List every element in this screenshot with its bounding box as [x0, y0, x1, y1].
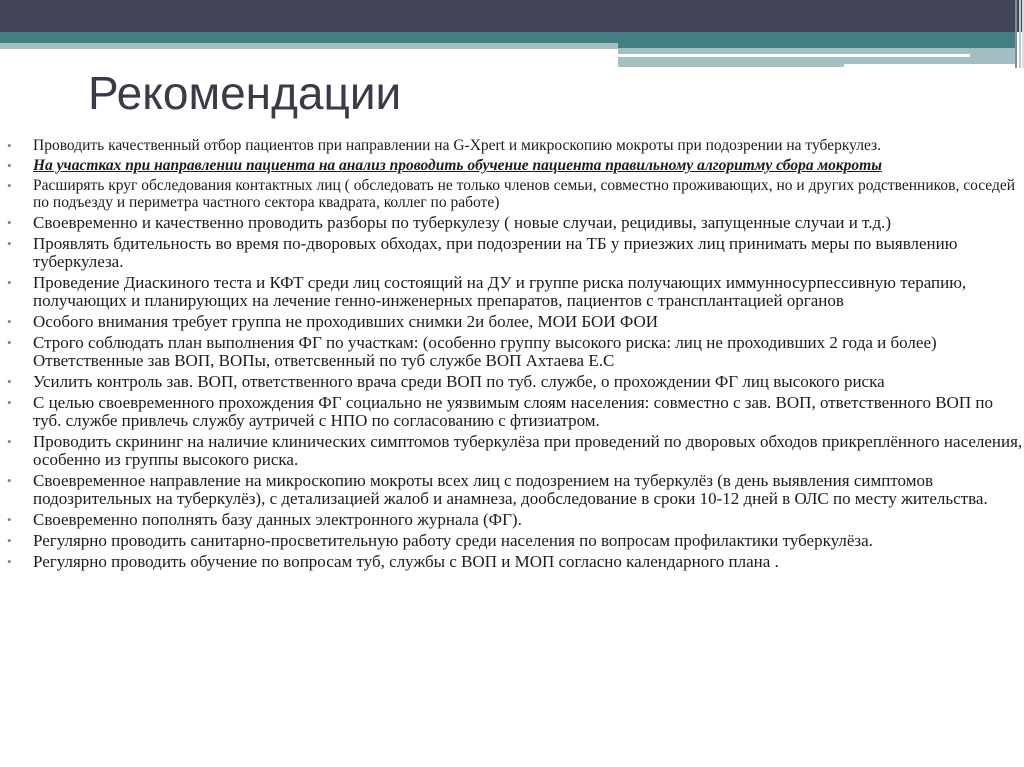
bullet-icon: • — [7, 374, 12, 389]
bullet-icon: • — [7, 215, 12, 230]
bullet-icon: • — [7, 236, 12, 251]
bullet-icon: • — [7, 473, 12, 488]
header-line — [618, 54, 970, 57]
bullet-icon: • — [7, 158, 12, 173]
list-item: • Проводить скрининг на наличие клинических симптомов туберкулёза при проведений по дворовых обходов прикреплённого населения, особенно из группы высокого риска. — [7, 432, 1023, 469]
list-item: • Своевременно пополнять базу данных электронного журнала (ФГ). — [7, 510, 522, 529]
list-item: • С целью своевременного прохождения ФГ социально не уязвимым слоям населения: совместно с зав. ВОП, ответственного ВОП по туб. службе привлечь службу аутричей с НПО по согласованию с фтизиатром. — [7, 393, 993, 430]
header-band-dark — [0, 0, 1024, 32]
bullet-icon: • — [7, 395, 12, 410]
list-item: • Регулярно проводить обучение по вопросам туб, службы с ВОП и МОП согласно календарного плана . — [7, 552, 779, 571]
bullet-icon: • — [7, 434, 12, 449]
header-rect — [844, 64, 1024, 68]
bullet-icon: • — [7, 512, 12, 527]
list-item: • Своевременно и качественно проводить разборы по туберкулезу ( новые случаи, рецидивы, запущенные случаи и т.д.) — [7, 213, 892, 232]
edge-stripe — [1019, 0, 1021, 68]
bullet-icon: • — [7, 554, 12, 569]
list-item: • Расширять круг обследования контактных лиц ( обследовать не только членов семьи, совместно проживающих, но и других родственников, соседей по подъезду и периметра частного сектора квадрата, коллег по работе) — [7, 177, 1016, 211]
header-strip-left — [0, 43, 618, 49]
bullet-icon: • — [7, 335, 12, 350]
list-item: • Проявлять бдительность во время по-дворовых обходах, при подозрении на ТБ у приезжих лиц принимать меры по выявлению туберкулеза. — [7, 234, 958, 271]
list-item: • Строго соблюдать план выполнения ФГ по участкам: (особенно группу высокого риска: лиц не проходивших 2 года и более) Ответственные зав ВОП, ВОПы, ответсвенный по туб службе ВОП Ахтаева Е.С — [7, 333, 937, 370]
recommendations-list — [0, 137, 1024, 574]
list-item: • Регулярно проводить санитарно-просветительную работу среди населения по вопросам профилактики туберкулёза. — [7, 531, 873, 550]
bullet-icon: • — [7, 275, 12, 290]
bullet-icon: • — [7, 533, 12, 548]
slide-title: Рекомендации — [88, 67, 402, 119]
list-item: • Усилить контроль зав. ВОП, ответственного врача среди ВОП по туб. службе, о прохождении ФГ лиц высокого риска — [7, 372, 885, 391]
bullet-icon: • — [7, 314, 12, 329]
bullet-icon: • — [7, 178, 12, 193]
list-item: • Своевременное направление на микроскопию мокроты всех лиц с подозрением на туберкулёз (в день выявления симптомов подозрительных на туберкулёз), с детализацией жалоб и анамнеза, дообследование в сроки 10-12 дней в ОЛС по месту жительства. — [7, 471, 988, 508]
list-item: • Проведение Диаскиного теста и КФТ среди лиц состоящий на ДУ и группе риска получающих иммунносурпессивную терапию, получающих и планирующих на лечение генно-инженерных препаратов, пациентов с трансплантацией органов — [7, 273, 967, 310]
bullet-icon: • — [7, 138, 12, 153]
edge-stripe — [1015, 0, 1017, 68]
list-item: • На участках при направлении пациента на анализ проводить обучение пациента правильному алгоритму сбора мокроты — [7, 157, 882, 174]
list-item: • Проводить качественный отбор пациентов при направлении на G-Xpert и микроскопию мокроты при подозрении на туберкулез. — [7, 137, 882, 154]
list-item: • Особого внимания требует группа не проходивших снимки 2и более, МОИ БОИ ФОИ — [7, 312, 659, 331]
